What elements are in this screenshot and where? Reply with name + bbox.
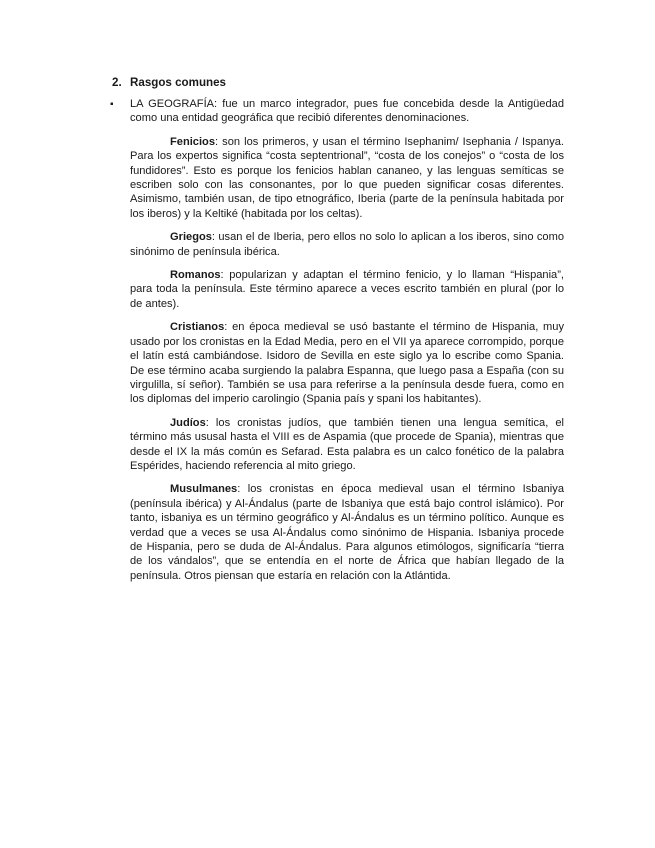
paragraph-term: Romanos (170, 269, 221, 282)
paragraph-term: Griegos (170, 231, 212, 244)
section-heading (112, 76, 226, 89)
paragraph-text: : los cronistas judíos, que también tienen una lengua semítica, el término más ususal hasta el VIII es de Aspamia (que procede de Spania), mientras que desde el IX la más común es Sefarad. Esta palabra es un calco fonético de la palabra Espérides, haciendo referencia al mito griego. (130, 416, 564, 472)
paragraph-judios (130, 416, 564, 474)
bullet-paragraph: LA GEOGRAFÍA: fue un marco integrador, pues fue concebida desde la Antigüedad como una entidad geográfica que recibió diferentes denominaciones. (130, 98, 564, 125)
paragraph-text: : en época medieval se usó bastante el término de Hispania, muy usado por los cronistas en la Edad Media, pero en el VII ya aparece corrompido, porque el latín está cambiándose. Isidoro de Sevilla en este siglo ya lo escribe como Spania. De ese término acaba surgiendo la palabra Espanna, que luego pasa a España (con su virgulilla, sí señor). También se usa para referirse a la península desde fuera, como en los diplomas del imperio carolingio (Spania país y spani los habitantes). (130, 321, 564, 406)
paragraph-term: Cristianos (170, 321, 225, 334)
paragraph-romanos (130, 268, 564, 311)
paragraph-musulmanes (130, 482, 564, 583)
paragraph-fenicios (130, 135, 564, 221)
paragraph-griegos (130, 230, 564, 259)
paragraph-term: Fenicios (170, 135, 216, 148)
paragraph-cristianos (130, 320, 564, 406)
section-number: 2. (112, 76, 122, 89)
paragraph-text: : los cronistas en época medieval usan el término Isbaniya (península ibérica) y Al-Ándalus (parte de Isbaniya que está bajo control islámico). Por tanto, isbaniya es un término geográfico y Al-Ándalus es un término político. Aunque es verdad que a veces se usa Al-Ándalus como sinónimo de Hispania. Isbaniya procede de Hispania, pero se duda de Al-Ándalus. Para algunos etimólogos, significaría “tierra de los vándalos”, que se entendía en el norte de África que habían llegado de la península. Otros piensan que estaría en relación con la Atlántida. (130, 483, 564, 582)
paragraph-term: Musulmanes (170, 483, 238, 496)
section-title: Rasgos comunes (130, 76, 226, 89)
document-body (130, 97, 564, 592)
paragraph-text: : usan el de Iberia, pero ellos no solo lo aplican a los iberos, sino como sinónimo de península ibérica. (130, 231, 564, 258)
paragraph-text: : popularizan y adaptan el término fenicio, y lo llaman “Hispania”, para toda la península. Este término aparece a veces escrito también en plural (por lo de antes). (130, 269, 564, 310)
paragraph-term: Judíos (170, 416, 206, 429)
bullet-icon: ▪ (110, 99, 114, 110)
paragraph-text: : son los primeros, y usan el término Isephanim/ Isephania / Ispanya. Para los expertos significa “costa septentrional”, “costa de los conejos” o “costa de los fundidores”. Esto es porque los fenicios hablan cananeo, y las lenguas semíticas se escriben solo con las consonantes, por lo que pueden significar cosas diferentes. Asimismo, también usan, de tipo etnográfico, Iberia (parte de la península habitada por los iberos) y la Keltiké (habitada por los celtas). (130, 135, 564, 220)
